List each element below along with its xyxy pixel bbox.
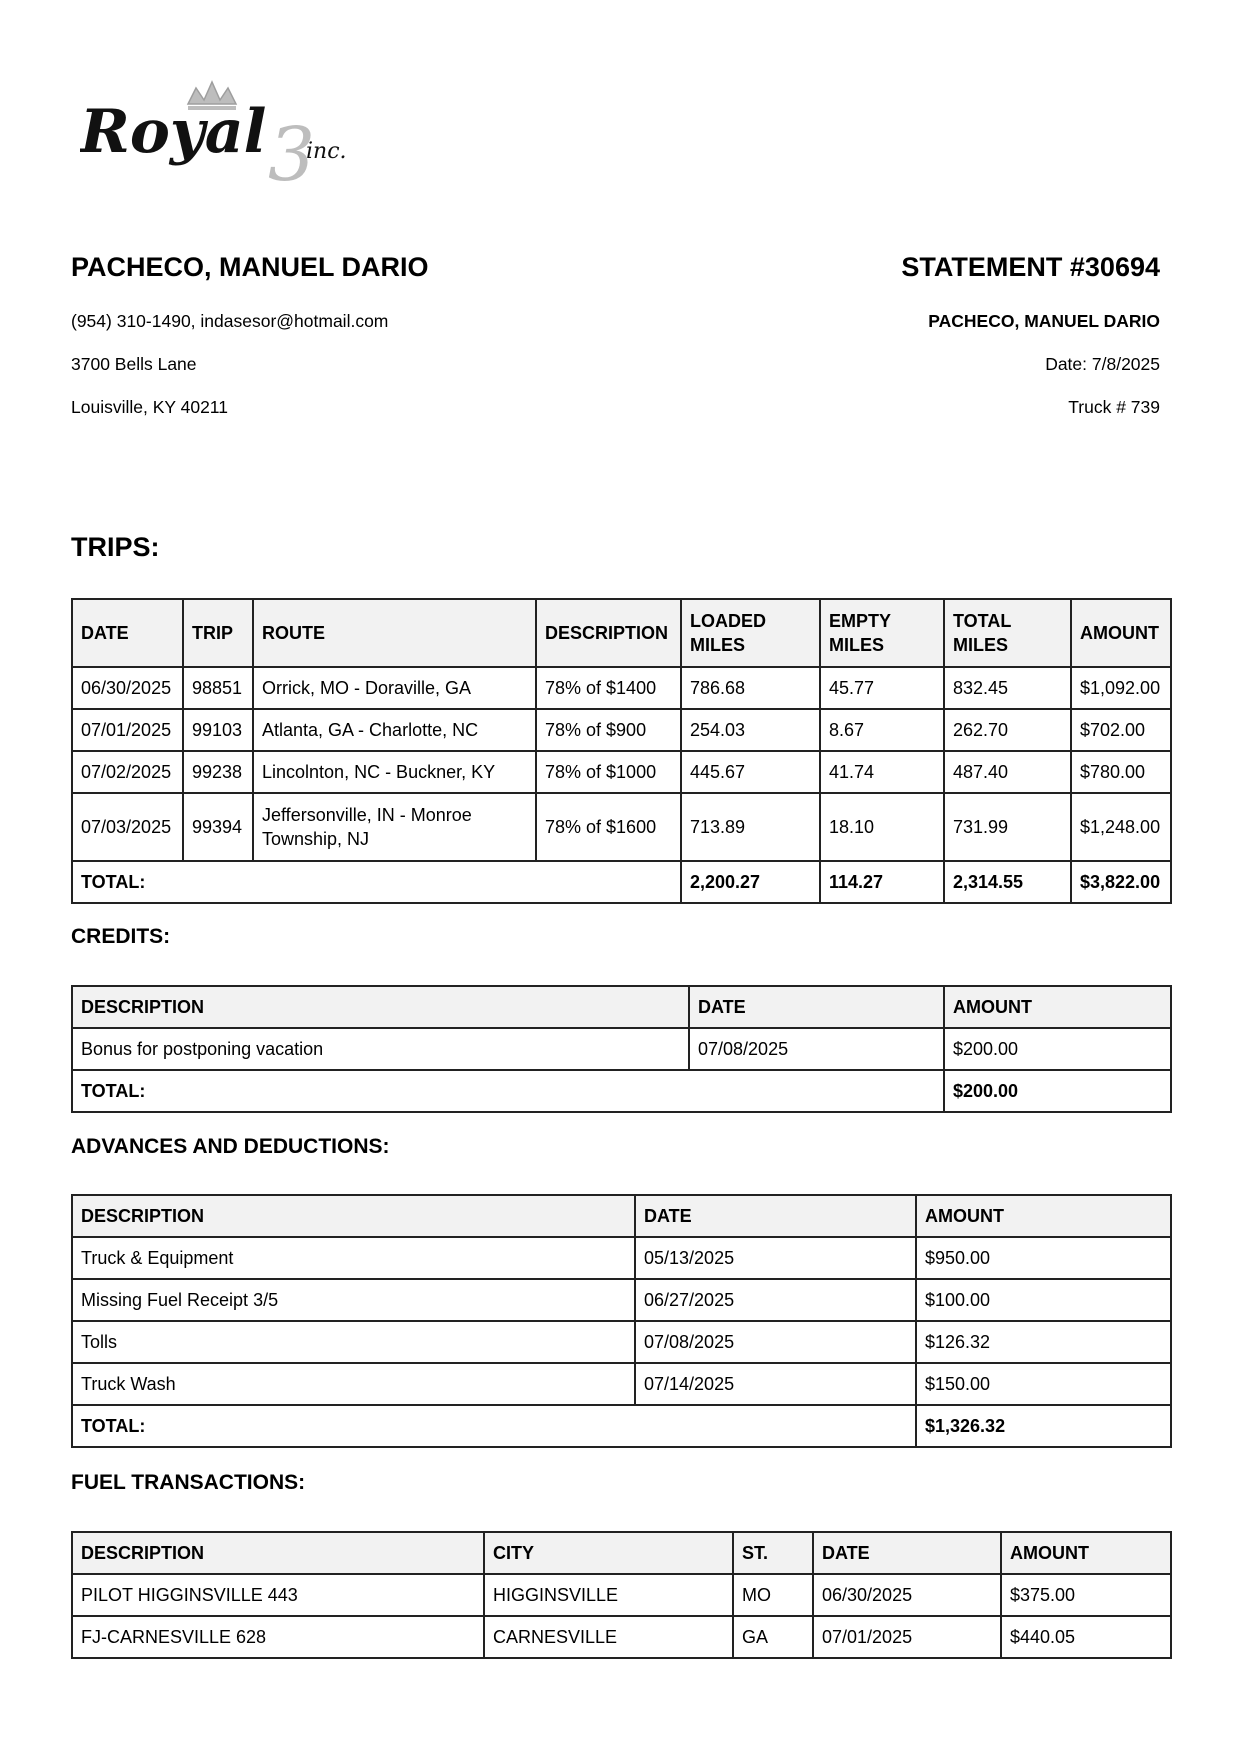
col-date: DATE: [72, 599, 183, 667]
statement-info: [901, 250, 1160, 417]
trip-total-miles: 832.45: [944, 667, 1071, 709]
trip-date: 07/01/2025: [72, 709, 183, 751]
deduction-date: 07/14/2025: [635, 1363, 916, 1405]
trip-amount: $780.00: [1071, 751, 1171, 793]
deduction-amount: $950.00: [916, 1237, 1171, 1279]
trip-empty-miles: 45.77: [820, 667, 944, 709]
col-loaded-miles: LOADED MILES: [681, 599, 820, 667]
total-loaded-miles: 2,200.27: [681, 861, 820, 903]
credit-description: Bonus for postponing vacation: [72, 1028, 689, 1070]
trip-loaded-miles: 445.67: [681, 751, 820, 793]
svg-text:Royal: Royal: [80, 97, 267, 167]
trips-total-row: [72, 861, 1171, 903]
deduction-amount: $100.00: [916, 1279, 1171, 1321]
deductions-table: [71, 1194, 1172, 1448]
trip-route: Orrick, MO - Doraville, GA: [253, 667, 536, 709]
trip-number: 99238: [183, 751, 253, 793]
trip-total-miles: 262.70: [944, 709, 1071, 751]
total-label: TOTAL:: [72, 861, 681, 903]
col-description: DESCRIPTION: [72, 1195, 635, 1237]
table-row: [72, 1028, 1171, 1070]
trip-amount: $702.00: [1071, 709, 1171, 751]
trip-route: Lincolnton, NC - Buckner, KY: [253, 751, 536, 793]
col-city: CITY: [484, 1532, 733, 1574]
table-row: [72, 709, 1171, 751]
table-row: [72, 751, 1171, 793]
trips-header-row: [72, 599, 1171, 667]
trip-loaded-miles: 786.68: [681, 667, 820, 709]
total-amount: $3,822.00: [1071, 861, 1171, 903]
table-row: [72, 667, 1171, 709]
trip-number: 98851: [183, 667, 253, 709]
svg-text:inc.: inc.: [306, 139, 347, 164]
deduction-description: Truck Wash: [72, 1363, 635, 1405]
driver-address-line1: 3700 Bells Lane: [71, 354, 197, 374]
deduction-date: 05/13/2025: [635, 1237, 916, 1279]
deduction-description: Missing Fuel Receipt 3/5: [72, 1279, 635, 1321]
fuel-amount: $440.05: [1001, 1616, 1171, 1658]
trip-loaded-miles: 254.03: [681, 709, 820, 751]
driver-name: PACHECO, MANUEL DARIO: [71, 252, 429, 282]
total-label: TOTAL:: [72, 1070, 944, 1112]
fuel-state: GA: [733, 1616, 813, 1658]
deduction-date: 07/08/2025: [635, 1321, 916, 1363]
col-date: DATE: [813, 1532, 1001, 1574]
truck-number: Truck # 739: [1068, 397, 1160, 417]
trip-empty-miles: 41.74: [820, 751, 944, 793]
col-trip: TRIP: [183, 599, 253, 667]
statement-title: STATEMENT #30694: [901, 252, 1160, 282]
svg-text:3: 3: [268, 112, 316, 188]
fuel-state: MO: [733, 1574, 813, 1616]
trip-description: 78% of $900: [536, 709, 681, 751]
col-amount: AMOUNT: [944, 986, 1171, 1028]
col-empty-miles: EMPTY MILES: [820, 599, 944, 667]
total-label: TOTAL:: [72, 1405, 916, 1447]
credit-amount: $200.00: [944, 1028, 1171, 1070]
trip-empty-miles: 18.10: [820, 793, 944, 861]
fuel-city: CARNESVILLE: [484, 1616, 733, 1658]
total-amount: $200.00: [944, 1070, 1171, 1112]
trip-total-miles: 731.99: [944, 793, 1071, 861]
driver-info: [71, 250, 429, 417]
deductions-header-row: [72, 1195, 1171, 1237]
fuel-section-title: FUEL TRANSACTIONS:: [71, 1471, 306, 1494]
trips-table: [71, 598, 1172, 904]
driver-address-line2: Louisville, KY 40211: [71, 397, 228, 417]
fuel-city: HIGGINSVILLE: [484, 1574, 733, 1616]
table-row: [72, 1279, 1171, 1321]
credits-header-row: [72, 986, 1171, 1028]
col-amount: AMOUNT: [1071, 599, 1171, 667]
trip-description: 78% of $1000: [536, 751, 681, 793]
fuel-date: 06/30/2025: [813, 1574, 1001, 1616]
statement-driver-name: PACHECO, MANUEL DARIO: [928, 311, 1160, 331]
col-amount: AMOUNT: [1001, 1532, 1171, 1574]
deduction-description: Truck & Equipment: [72, 1237, 635, 1279]
company-logo: [80, 78, 380, 188]
trip-route: Atlanta, GA - Charlotte, NC: [253, 709, 536, 751]
credits-table: [71, 985, 1172, 1113]
total-empty-miles: 114.27: [820, 861, 944, 903]
deduction-amount: $126.32: [916, 1321, 1171, 1363]
col-amount: AMOUNT: [916, 1195, 1171, 1237]
col-description: DESCRIPTION: [536, 599, 681, 667]
driver-contact: (954) 310-1490, indasesor@hotmail.com: [71, 311, 389, 331]
table-row: [72, 1574, 1171, 1616]
table-row: [72, 1237, 1171, 1279]
col-date: DATE: [635, 1195, 916, 1237]
fuel-amount: $375.00: [1001, 1574, 1171, 1616]
trip-amount: $1,248.00: [1071, 793, 1171, 861]
deduction-description: Tolls: [72, 1321, 635, 1363]
credits-total-row: [72, 1070, 1171, 1112]
trip-route: Jeffersonville, IN - Monroe Township, NJ: [253, 793, 536, 861]
trip-empty-miles: 8.67: [820, 709, 944, 751]
statement-date: Date: 7/8/2025: [1045, 354, 1160, 374]
trip-total-miles: 487.40: [944, 751, 1071, 793]
col-description: DESCRIPTION: [72, 1532, 484, 1574]
fuel-date: 07/01/2025: [813, 1616, 1001, 1658]
deductions-total-row: [72, 1405, 1171, 1447]
trip-number: 99103: [183, 709, 253, 751]
trip-amount: $1,092.00: [1071, 667, 1171, 709]
table-row: [72, 1363, 1171, 1405]
trip-number: 99394: [183, 793, 253, 861]
table-row: [72, 1616, 1171, 1658]
trip-description: 78% of $1400: [536, 667, 681, 709]
deductions-section-title: ADVANCES AND DEDUCTIONS:: [71, 1135, 390, 1158]
trip-date: 07/03/2025: [72, 793, 183, 861]
total-total-miles: 2,314.55: [944, 861, 1071, 903]
col-total-miles: TOTAL MILES: [944, 599, 1071, 667]
trip-date: 07/02/2025: [72, 751, 183, 793]
deduction-date: 06/27/2025: [635, 1279, 916, 1321]
trips-section-title: TRIPS:: [71, 532, 160, 562]
col-route: ROUTE: [253, 599, 536, 667]
trip-loaded-miles: 713.89: [681, 793, 820, 861]
total-amount: $1,326.32: [916, 1405, 1171, 1447]
credit-date: 07/08/2025: [689, 1028, 944, 1070]
trip-description: 78% of $1600: [536, 793, 681, 861]
fuel-header-row: [72, 1532, 1171, 1574]
fuel-description: FJ-CARNESVILLE 628: [72, 1616, 484, 1658]
credits-section-title: CREDITS:: [71, 925, 171, 948]
fuel-table: [71, 1531, 1172, 1659]
table-row: [72, 1321, 1171, 1363]
col-state: ST.: [733, 1532, 813, 1574]
crown-logo-icon: [80, 78, 380, 188]
fuel-description: PILOT HIGGINSVILLE 443: [72, 1574, 484, 1616]
table-row: [72, 793, 1171, 861]
trip-date: 06/30/2025: [72, 667, 183, 709]
col-date: DATE: [689, 986, 944, 1028]
col-description: DESCRIPTION: [72, 986, 689, 1028]
deduction-amount: $150.00: [916, 1363, 1171, 1405]
